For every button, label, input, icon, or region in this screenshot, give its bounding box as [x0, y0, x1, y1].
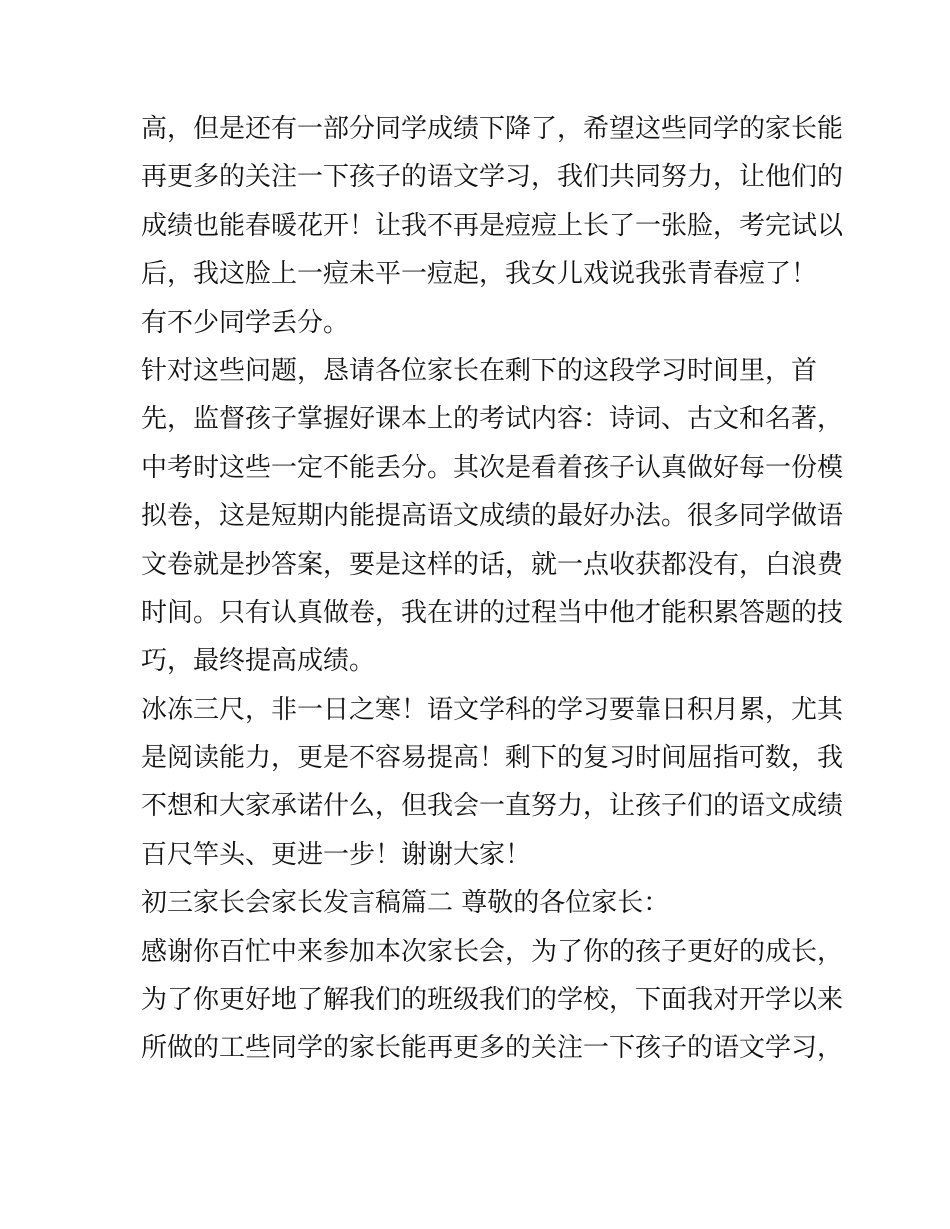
text-line: 针对这些问题，恳请各位家长在剩下的这段学习时间里，首 [141, 355, 818, 386]
text-line: 高，但是还有一部分同学成绩下降了，希望这些同学的家长能 [141, 114, 844, 144]
text-line: 为了你更好地了解我们的班级我们的学校，下面我对开学以来 [141, 985, 844, 1016]
text-line: 是阅读能力，更是不容易提高！剩下的复习时间屈指可数，我 [141, 743, 844, 774]
text-line: 有不少同学丢分。 [141, 307, 350, 338]
text-line: 成绩也能春暖花开！让我不再是痘痘上长了一张脸，考完试以 [141, 210, 844, 241]
text-line: 再更多的关注一下孩子的语文学习，我们共同努力，让他们的 [141, 162, 844, 193]
text-line: 感谢你百忙中来参加本次家长会，为了你的孩子更好的成长， [141, 936, 844, 967]
text-line: 文卷就是抄答案，要是这样的话，就一点收获都没有，白浪费 [141, 549, 844, 580]
text-line: 先，监督孩子掌握好课本上的考试内容：诗词、古文和名著， [141, 404, 844, 435]
text-line: 巧，最终提高成绩。 [141, 646, 376, 677]
text-line: 中考时这些一定不能丢分。其次是看着孩子认真做好每一份模 [141, 452, 844, 483]
section-heading-line: 初三家长会家长发言稿篇二 尊敬的各位家长： [141, 888, 670, 919]
text-line: 时间。只有认真做卷，我在讲的过程当中他才能积累答题的技 [141, 597, 844, 628]
text-line: 后，我这脸上一痘未平一痘起，我女儿戏说我张青春痘了！ [141, 259, 818, 290]
text-line: 所做的工些同学的家长能再更多的关注一下孩子的语文学习， [141, 1033, 844, 1064]
text-line: 不想和大家承诺什么，但我会一直努力，让孩子们的语文成绩 [141, 791, 844, 822]
text-line: 拟卷，这是短期内能提高语文成绩的最好办法。很多同学做语 [141, 501, 844, 532]
body-text [141, 105, 844, 1073]
text-line: 冰冻三尺，非一日之寒！语文学科的学习要靠日积月累，尤其 [141, 694, 844, 725]
text-line: 百尺竿头、更进一步！谢谢大家！ [141, 839, 532, 870]
